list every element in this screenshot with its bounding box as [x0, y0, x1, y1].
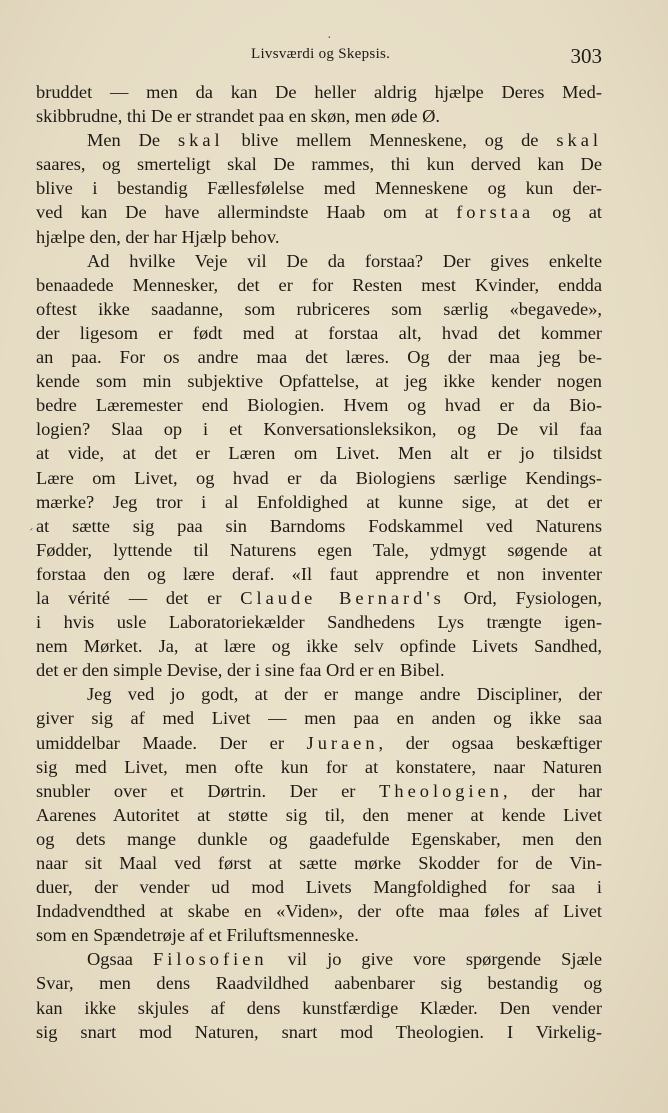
running-title: Livsværdi og Skepsis.	[251, 46, 391, 62]
text-run: , der ogsaa beskæftiger	[378, 732, 602, 753]
text-line: Ad hvilke Veje vil De da forstaa? Der gives enkelte	[87, 250, 602, 271]
text-run: Ord, Fysiologen,	[444, 587, 602, 608]
text-line: Fødder, lyttende til Naturens egen Tale, ydmygt søgende at	[36, 539, 602, 560]
text-line: sig med Livet, men ofte kun for at konstatere, naar Naturen	[36, 756, 602, 777]
spaced-emphasis: Juraen	[306, 732, 379, 753]
spaced-emphasis: forstaa	[456, 202, 535, 223]
text-run: umiddelbar Maade. Der er	[36, 732, 307, 753]
text-line: at sætte sig paa sin Barndoms Fodskammel ved Naturens	[36, 515, 602, 536]
text-line: bedre Læremester end Biologien. Hvem og hvad er da Bio-	[36, 395, 602, 416]
text-line: an paa. For os andre maa det læres. Og der maa jeg be-	[36, 347, 602, 368]
text-line: logien? Slaa op i et Konversationsleksikon, og De vil faa	[36, 419, 602, 440]
text-line: i hvis usle Laboratoriekælder Sandhedens Lys trængte igen-	[36, 612, 602, 633]
text-line: kan ikke skjules af dens kunstfærdige Klæder. Den vender	[36, 997, 602, 1018]
text-run: Ogsaa	[87, 949, 153, 970]
spaced-emphasis: Filosofien	[153, 949, 268, 970]
text-line: mærke? Jeg tror i al Enfoldighed at kunne sige, at det er	[36, 491, 602, 512]
text-line: benaadede Mennesker, det er for Resten mest Kvinder, endda	[36, 274, 602, 295]
text-line: naar sit Maal ved først at sætte mørke Skodder for de Vin-	[36, 853, 602, 873]
text-run: vil jo give vore spørgende Sjæle	[267, 949, 602, 970]
body-text	[36, 80, 602, 1044]
spaced-emphasis: Theologien	[379, 780, 503, 801]
text-line	[36, 200, 602, 224]
text-line: Lære om Livet, og hvad er da Biologiens særlige Kendings-	[36, 467, 602, 488]
text-line: nem Mørket. Ja, at lære og ikke selv opfinde Livets Sandhed,	[36, 636, 602, 657]
text-line	[36, 731, 602, 755]
text-line: sig snart mod Naturen, snart mod Theologien. I Virkelig-	[36, 1021, 602, 1042]
text-line: saares, og smerteligt skal De rammes, thi kun derved kan De	[36, 154, 602, 175]
page-header	[36, 44, 602, 74]
text-line	[36, 128, 602, 152]
text-run: la vérité — det er	[36, 587, 241, 608]
text-line: Jeg ved jo godt, at der er mange andre Discipliner, der	[87, 684, 602, 705]
text-line: duer, der vender ud mod Livets Mangfoldighed for saa i	[36, 877, 602, 898]
text-line: blive i bestandig Fællesfølelse med Menneskene og kun der-	[36, 178, 602, 199]
text-line: der ligesom er født med at forstaa alt, hvad det kommer	[36, 322, 602, 343]
ink-speck-mark: ·	[327, 31, 332, 46]
text-line: Svar, men dens Raadvildhed aabenbarer sig bestandig og	[36, 973, 602, 994]
text-run: ved kan De have allermindste Haab om at	[36, 202, 457, 223]
text-run: blive mellem Menneskene, og de	[223, 130, 557, 151]
text-line: Aarenes Autoritet at støtte sig til, den mener at kende Livet	[36, 804, 602, 825]
text-line: giver sig af med Livet — men paa en anden og ikke saa	[36, 708, 602, 729]
text-line	[36, 586, 602, 610]
page-number: 303	[570, 44, 602, 68]
text-run: Men De	[87, 130, 178, 151]
spaced-emphasis: skal	[178, 130, 224, 151]
text-run: , der har	[502, 780, 602, 801]
text-line: hjælpe den, der har Hjælp behov.	[36, 226, 280, 247]
spaced-emphasis: skal	[556, 130, 602, 151]
text-line: kende som min subjektive Opfattelse, at jeg ikke kender nogen	[36, 371, 602, 392]
spaced-emphasis: Claude Bernard's	[240, 587, 445, 608]
text-run: og at	[534, 202, 603, 223]
text-line	[36, 947, 602, 971]
text-line: og dets mange dunkle og gaadefulde Egenskaber, men den	[36, 828, 602, 849]
text-line: at vide, at det er Læren om Livet. Men alt er jo tilsidst	[36, 443, 602, 464]
margin-tick-mark: ´	[29, 527, 34, 542]
text-line: som en Spændetrøje af et Friluftsmenneske.	[36, 925, 359, 946]
text-line: oftest ikke saadanne, som rubriceres som særlig «begavede»,	[36, 298, 602, 319]
text-line: bruddet — men da kan De heller aldrig hjælpe Deres Med-	[36, 82, 602, 102]
text-line: forstaa den og lære deraf. «Il faut apprendre et non inventer	[36, 563, 602, 584]
text-line: Indadvendthed at skabe en «Viden», der ofte maa føles af Livet	[36, 901, 602, 922]
text-line: det er den simple Devise, der i sine faa Ord er en Bibel.	[36, 660, 445, 681]
text-line	[36, 779, 602, 803]
text-run: snubler over et Dørtrin. Der er	[36, 780, 380, 801]
text-line: skibbrudne, thi De er strandet paa en skøn, men øde Ø.	[36, 106, 440, 127]
